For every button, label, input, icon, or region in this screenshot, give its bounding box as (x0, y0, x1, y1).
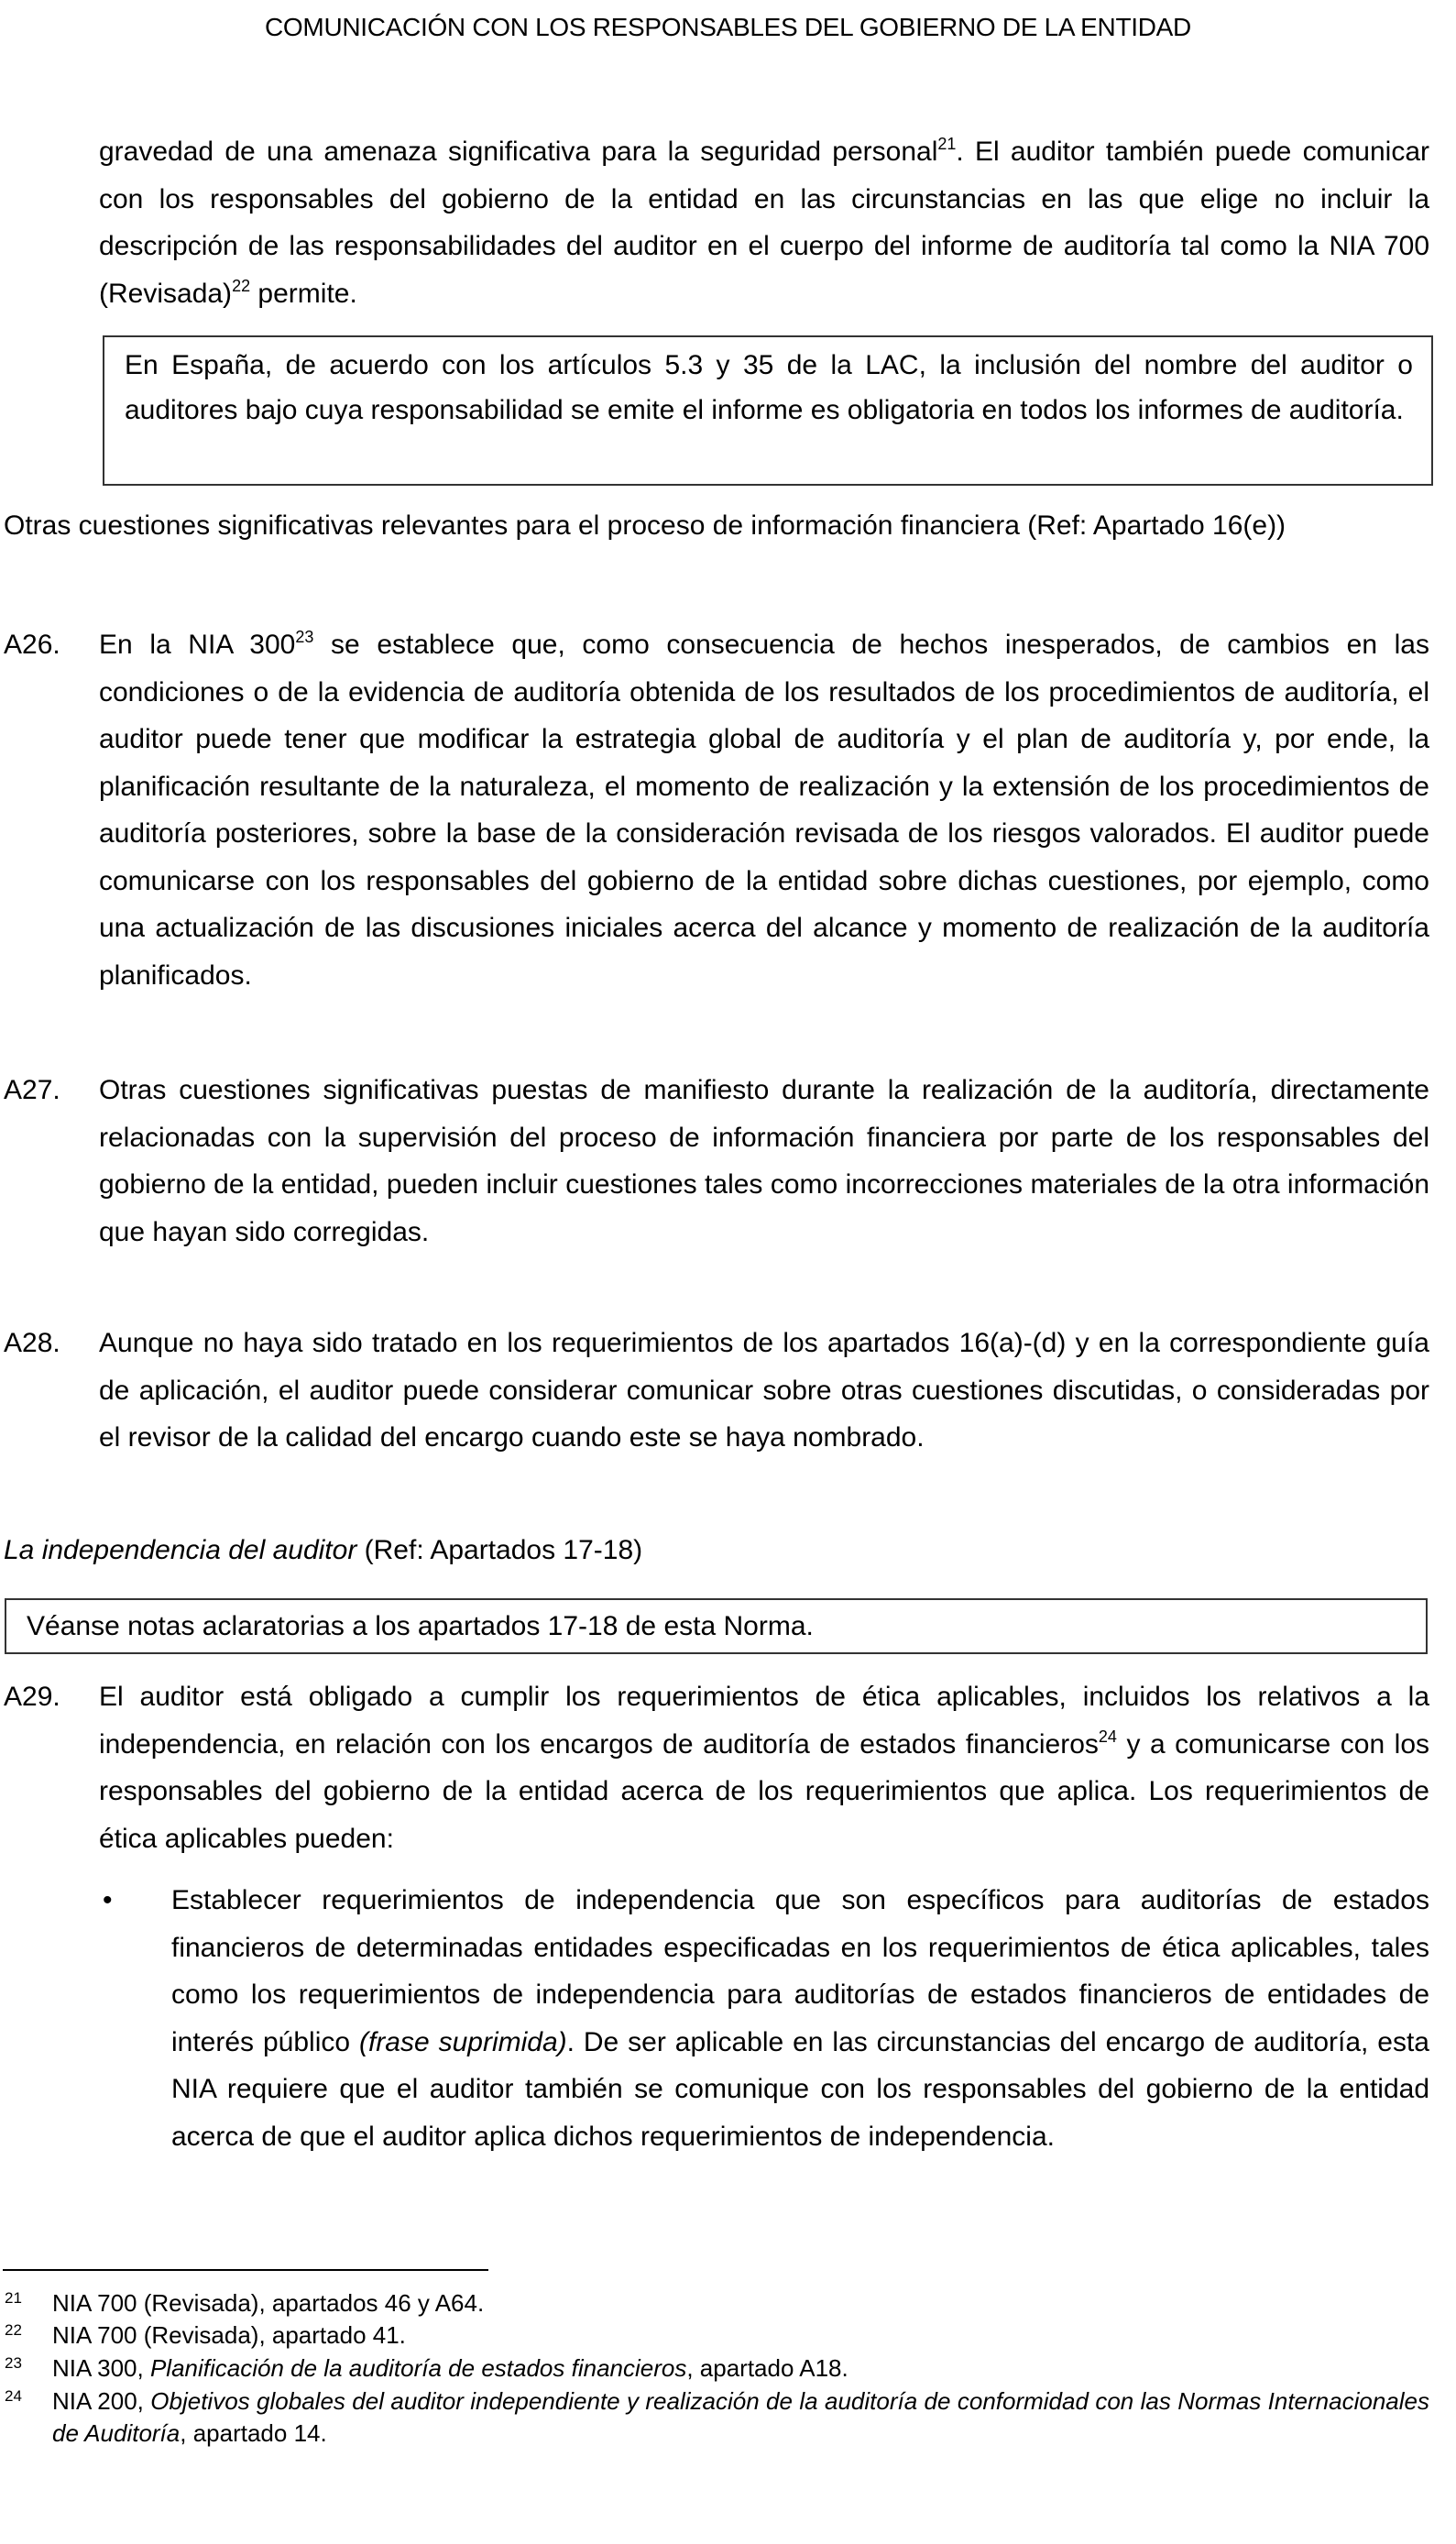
a26-text-2: se establece que, como consecuencia de hechos inesperados, de cambios en las condiciones o de la evidencia de auditoría obtenida de los resultados de los procedimientos de auditoría, el auditor puede tener que modificar la estrategia global de auditoría y el plan de auditoría y, por ende, la planificación resultante de la naturaleza, el momento de realización y la extensión de los procedimientos de auditoría posteriores, sobre la base de la consideración revisada de los riesgos valorados. El auditor puede comunicarse con los responsables del gobierno de la entidad sobre dichas cuestiones, por ejemplo, como una actualización de las discusiones iniciales acerca del alcance y momento de realización de la auditoría planificados. (99, 630, 1429, 991)
spain-note-text: Véanse notas aclaratorias a los apartados 17-18 de esta Norma. (27, 1611, 814, 1641)
bullet-text (171, 1877, 1429, 2160)
paragraph-number: A28. (4, 1328, 60, 1358)
footnote-prefix: NIA 200, (52, 2387, 151, 2415)
spain-note-text: En España, de acuerdo con los artículos 5.3 y 35 de la LAC, la inclusión del nombre del auditor o auditores bajo cuya responsabilidad se emite el informe es obligatoria en todos los informes de auditoría. (125, 350, 1413, 425)
a29-text-1: El auditor está obligado a cumplir los requerimientos de ética aplicables, incluidos los relativos a la independencia, en relación con los encargos de auditoría de estados financieros (99, 1682, 1429, 1760)
intro-paragraph (99, 128, 1429, 317)
footnote-prefix: NIA 300, (52, 2354, 150, 2382)
paragraph-body (99, 621, 1429, 999)
paragraph-a29 (0, 1673, 1429, 1862)
heading-ref: (Ref: Apartados 17-18) (356, 1535, 643, 1565)
footnote-number: 23 (5, 2354, 22, 2372)
intro-text-3: permite. (250, 278, 357, 309)
footnote-suffix: , apartado 14. (180, 2419, 327, 2447)
running-title: COMUNICACIÓN CON LOS RESPONSABLES DEL GOBIERNO DE LA ENTIDAD (265, 13, 1191, 41)
paragraph-a27 (0, 1067, 1429, 1256)
footnote-title: Objetivos globales del auditor independiente y realización de la auditoría de conformidad con las Normas Internacionales de Auditoría (52, 2387, 1429, 2447)
paragraph-a28 (0, 1320, 1429, 1462)
page-header (0, 9, 1456, 46)
bullet-text-italic: (frase suprimida) (358, 2026, 567, 2057)
paragraph-number: A26. (4, 630, 60, 660)
footnote-suffix: , apartado A18. (686, 2354, 848, 2382)
bullet-item (99, 1877, 1429, 2160)
footnote-title: Planificación de la auditoría de estados financieros (149, 2354, 687, 2382)
bullet-icon: • (103, 1885, 113, 1915)
footnote-text: NIA 700 (Revisada), apartado 41. (52, 2321, 406, 2349)
section-heading-independence (4, 1527, 1429, 1574)
footnote-24 (0, 2385, 1429, 2450)
intro-text-1: gravedad de una amenaza significativa para la seguridad personal (99, 137, 938, 167)
spain-note-box-independence (5, 1598, 1428, 1654)
footnote-number: 21 (5, 2289, 22, 2307)
heading-italic: La independencia del auditor (4, 1535, 357, 1565)
paragraph-number: A29. (4, 1682, 60, 1712)
footnote-text (52, 2385, 1429, 2450)
footnote-ref-21[interactable]: 21 (937, 135, 957, 153)
footnote-ref-22[interactable]: 22 (232, 276, 251, 295)
paragraph-body: Aunque no haya sido tratado en los requerimientos de los apartados 16(a)-(d) y en la correspondiente guía de aplicación, el auditor puede considerar comunicar sobre otras cuestiones discutidas, o consideradas por el revisor de la calidad del encargo cuando este se haya nombrado. (99, 1328, 1429, 1453)
footnote-ref-23[interactable]: 23 (295, 628, 314, 646)
spain-note-box-lac (103, 335, 1433, 486)
footnote-text (52, 2352, 1429, 2385)
bullet-text-2: . De ser aplicable en las circunstancias del encargo de auditoría, esta NIA requiere que el auditor también se comunique con los responsables del gobierno de la entidad acerca de que el auditor aplica dichos requerimientos de independencia. (171, 2026, 1429, 2152)
footnote-separator (3, 2269, 488, 2271)
footnote-21 (0, 2287, 1429, 2319)
a26-text-1: En la NIA 300 (99, 630, 296, 660)
footnote-number: 22 (5, 2321, 22, 2339)
section-heading-text: Otras cuestiones significativas relevantes para el proceso de información financiera (Ref: Apartado 16(e)) (4, 510, 1286, 541)
a29-text-2: y a comunicarse con los responsables del gobierno de la entidad acerca de los requerimientos que aplica. Los requerimientos de ética aplicables pueden: (99, 1728, 1430, 1854)
footnote-23 (0, 2352, 1429, 2385)
section-heading-other-matters (4, 502, 1429, 550)
footnote-ref-24[interactable]: 24 (1098, 1727, 1117, 1746)
bullet-text-1: Establecer requerimientos de independencia que son específicos para auditorías de estados financieros de determinadas entidades especificadas en los requerimientos de ética aplicables, tales como los requerimientos de independencia para auditorías de estados financieros de entidades de interés público (171, 1885, 1429, 2057)
paragraph-body: Otras cuestiones significativas puestas de manifiesto durante la realización de la auditoría, directamente relacionadas con la supervisión del proceso de información financiera por parte de los responsables del gobierno de la entidad, pueden incluir cuestiones tales como incorrecciones materiales de la otra información que hayan sido corregidas. (99, 1075, 1429, 1247)
footnote-22 (0, 2319, 1429, 2352)
paragraph-number: A27. (4, 1075, 60, 1105)
paragraph-a26 (0, 621, 1429, 999)
intro-text-2: . El auditor también puede comunicar con los responsables del gobierno de la entidad en las circunstancias en las que elige no incluir la descripción de las responsabilidades del auditor en el cuerpo del informe de auditoría tal como la NIA 700 (Revisada) (99, 137, 1429, 309)
footnote-text: NIA 700 (Revisada), apartados 46 y A64. (52, 2289, 485, 2317)
footnote-number: 24 (5, 2387, 22, 2405)
paragraph-body (99, 1673, 1429, 1862)
